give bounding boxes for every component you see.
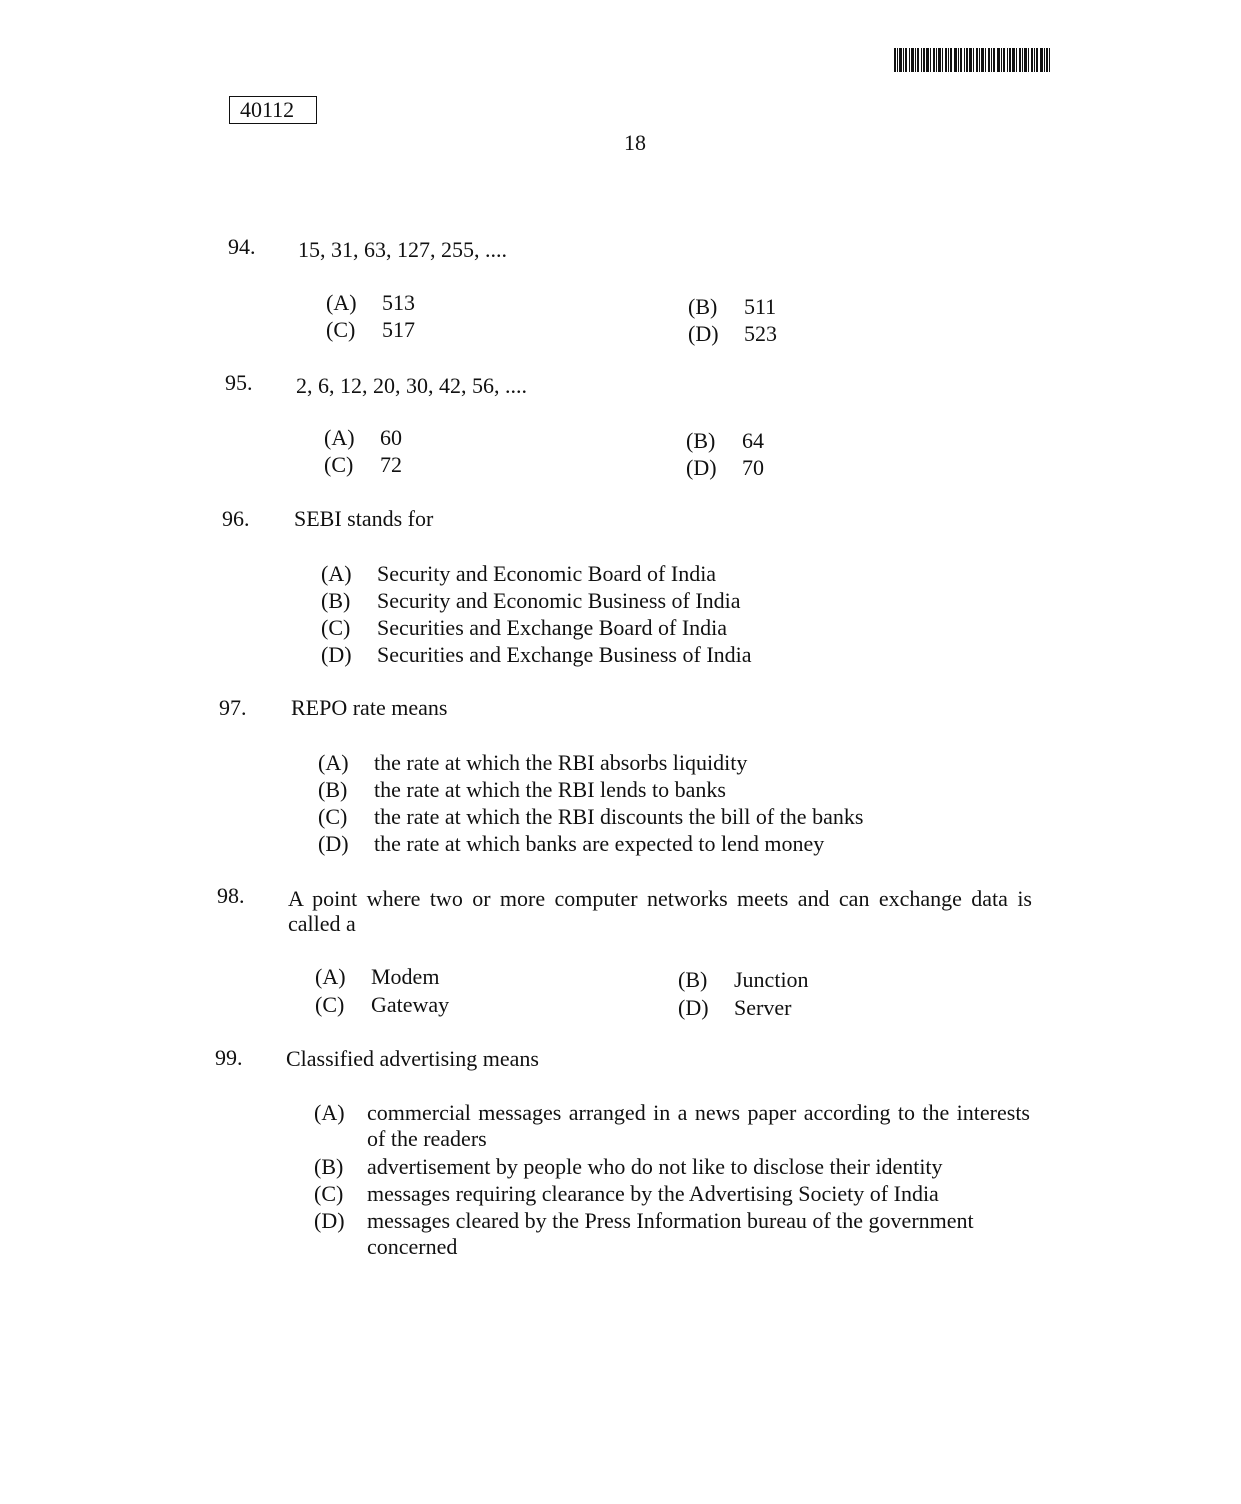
option-text: Security and Economic Board of India bbox=[377, 561, 717, 586]
option-a bbox=[324, 425, 402, 451]
option-d bbox=[314, 1208, 1030, 1260]
option-label: (C) bbox=[321, 615, 351, 640]
option-label: (D) bbox=[686, 455, 717, 480]
option-d bbox=[318, 831, 824, 857]
option-label: (B) bbox=[314, 1154, 344, 1179]
question-text: SEBI stands for bbox=[294, 506, 434, 531]
option-text: 72 bbox=[380, 452, 402, 477]
question-text: 15, 31, 63, 127, 255, .... bbox=[298, 237, 507, 262]
option-text: commercial messages arranged in a news paper according to the interests of the readers bbox=[367, 1100, 1030, 1151]
option-label: (C) bbox=[315, 992, 345, 1017]
option-a bbox=[318, 750, 747, 776]
option-label: (B) bbox=[688, 294, 718, 319]
question-text: Classified advertising means bbox=[286, 1046, 539, 1071]
option-label: (D) bbox=[688, 321, 719, 346]
option-a bbox=[326, 290, 415, 316]
question-number: 94. bbox=[228, 234, 256, 259]
option-text: 513 bbox=[382, 290, 415, 315]
option-c bbox=[326, 317, 415, 343]
option-text: 517 bbox=[382, 317, 415, 342]
page-number: 18 bbox=[624, 130, 646, 155]
option-label: (B) bbox=[686, 428, 716, 453]
paper-code-box: 40112 bbox=[229, 96, 317, 124]
question-text: 2, 6, 12, 20, 30, 42, 56, .... bbox=[296, 373, 527, 398]
option-label: (D) bbox=[314, 1208, 345, 1233]
option-text: 511 bbox=[744, 294, 777, 319]
option-label: (A) bbox=[321, 561, 352, 586]
option-text: messages requiring clearance by the Advertising Society of India bbox=[367, 1181, 939, 1206]
option-c bbox=[321, 615, 727, 641]
option-text: Modem bbox=[371, 964, 440, 989]
option-label: (A) bbox=[326, 290, 357, 315]
option-text: the rate at which the RBI absorbs liquidity bbox=[374, 750, 748, 775]
option-label: (D) bbox=[678, 995, 709, 1020]
question-number: 99. bbox=[215, 1045, 243, 1070]
question-text: A point where two or more computer networks meets and can exchange data is called a bbox=[288, 886, 1032, 936]
option-label: (B) bbox=[321, 588, 351, 613]
option-text: Securities and Exchange Business of India bbox=[377, 642, 752, 667]
option-label: (D) bbox=[318, 831, 349, 856]
option-label: (A) bbox=[318, 750, 349, 775]
option-label: (C) bbox=[314, 1181, 344, 1206]
option-b bbox=[321, 588, 741, 614]
option-text: the rate at which the RBI discounts the bill of the banks bbox=[374, 804, 864, 829]
option-text: Junction bbox=[734, 967, 809, 992]
option-text: Security and Economic Business of India bbox=[377, 588, 741, 613]
option-a bbox=[315, 964, 439, 990]
barcode-image bbox=[894, 48, 1050, 72]
option-label: (D) bbox=[321, 642, 352, 667]
question-number: 97. bbox=[219, 695, 247, 720]
option-text: Securities and Exchange Board of India bbox=[377, 615, 728, 640]
option-d bbox=[688, 321, 777, 347]
option-text: advertisement by people who do not like to disclose their identity bbox=[367, 1154, 943, 1179]
question-number: 98. bbox=[217, 883, 245, 908]
option-label: (A) bbox=[314, 1100, 345, 1125]
option-b bbox=[318, 777, 726, 803]
option-b bbox=[678, 967, 809, 993]
option-text: Gateway bbox=[371, 992, 450, 1017]
option-text: 523 bbox=[744, 321, 777, 346]
option-a bbox=[321, 561, 716, 587]
option-a bbox=[314, 1100, 1030, 1152]
option-d bbox=[321, 642, 752, 668]
question-text: REPO rate means bbox=[291, 695, 448, 720]
option-c bbox=[315, 992, 449, 1018]
option-text: the rate at which the RBI lends to banks bbox=[374, 777, 726, 802]
option-b bbox=[314, 1154, 1030, 1180]
option-c bbox=[314, 1181, 1030, 1207]
option-d bbox=[678, 995, 791, 1021]
option-label: (B) bbox=[318, 777, 348, 802]
option-text: the rate at which banks are expected to lend money bbox=[374, 831, 825, 856]
option-label: (C) bbox=[318, 804, 348, 829]
option-label: (B) bbox=[678, 967, 708, 992]
option-d bbox=[686, 455, 764, 481]
option-text: Server bbox=[734, 995, 792, 1020]
question-number: 95. bbox=[225, 370, 253, 395]
question-number: 96. bbox=[222, 506, 250, 531]
option-text: 70 bbox=[742, 455, 764, 480]
option-text: messages cleared by the Press Information bureau of the government concerned bbox=[367, 1208, 974, 1259]
option-label: (C) bbox=[326, 317, 356, 342]
option-b bbox=[688, 294, 776, 320]
option-c bbox=[324, 452, 402, 478]
option-label: (A) bbox=[315, 964, 346, 989]
option-text: 60 bbox=[380, 425, 402, 450]
option-label: (A) bbox=[324, 425, 355, 450]
option-b bbox=[686, 428, 764, 454]
option-label: (C) bbox=[324, 452, 354, 477]
option-c bbox=[318, 804, 863, 830]
option-text: 64 bbox=[742, 428, 764, 453]
